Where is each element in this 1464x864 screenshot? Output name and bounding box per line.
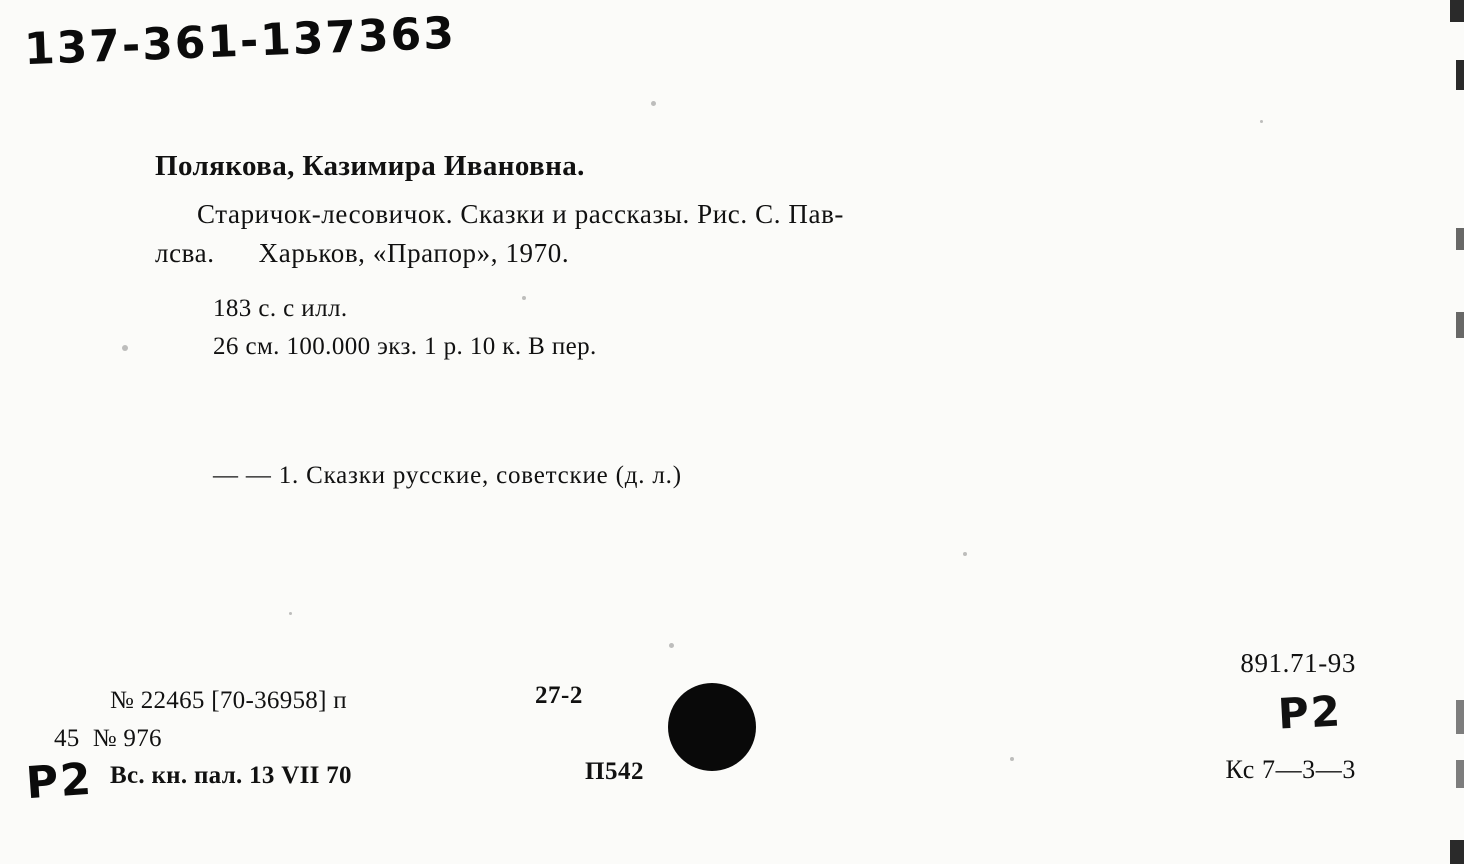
scan-speckle: [669, 643, 674, 648]
scan-speckle: [651, 101, 656, 106]
scan-edge-artifact: [1456, 60, 1464, 90]
author-heading: Полякова, Казимира Ивановна.: [155, 150, 585, 182]
card-number-line: 45 № 976: [54, 724, 162, 752]
ink-blot-mark: [668, 683, 756, 771]
column-code: 27-2: [535, 682, 583, 709]
scan-speckle: [522, 296, 526, 300]
title-statement-line-2: лсва. Харьков, «Прапор», 1970.: [155, 238, 570, 269]
handwritten-accession-number: 137-361-137363: [23, 7, 457, 76]
scan-edge-artifact: [1456, 700, 1464, 734]
handwritten-shelf-mark: Р2: [24, 753, 95, 810]
physical-details-note: 26 см. 100.000 экз. 1 р. 10 к. В пер.: [213, 333, 597, 361]
printing-data-block: [40, 682, 352, 795]
classification-block: [1225, 645, 1356, 787]
order-number-line: № 22465 [70-36958] п: [110, 687, 347, 714]
udc-number: 891.71-93: [1240, 648, 1356, 678]
scan-speckle: [1260, 120, 1263, 123]
scan-edge-artifact: [1456, 312, 1464, 338]
subject-heading-tracing: — — 1. Сказки русские, советские (д. л.): [213, 462, 682, 489]
scan-speckle: [122, 345, 128, 351]
scan-speckle: [963, 552, 967, 556]
bibliographic-record: [155, 150, 1355, 367]
scan-edge-artifact: [1456, 228, 1464, 250]
handwritten-classification-mark: Р2: [1276, 686, 1344, 740]
title-statement-line-1: Старичок-лесовичок. Сказки и рассказы. Рис. С. Пав-: [197, 199, 845, 230]
scan-edge-artifact: [1456, 760, 1464, 788]
scan-edge-artifact: [1450, 840, 1464, 864]
scan-edge-artifact: [1450, 0, 1464, 22]
scan-speckle: [1010, 757, 1014, 761]
scan-speckle: [289, 612, 292, 615]
kc-code: Кс 7—3—3: [1225, 755, 1356, 785]
author-cutter-code: П542: [585, 758, 644, 785]
book-chamber-line: Вс. кн. пал. 13 VII 70: [110, 762, 352, 789]
pagination-note: 183 с. с илл.: [213, 294, 348, 322]
